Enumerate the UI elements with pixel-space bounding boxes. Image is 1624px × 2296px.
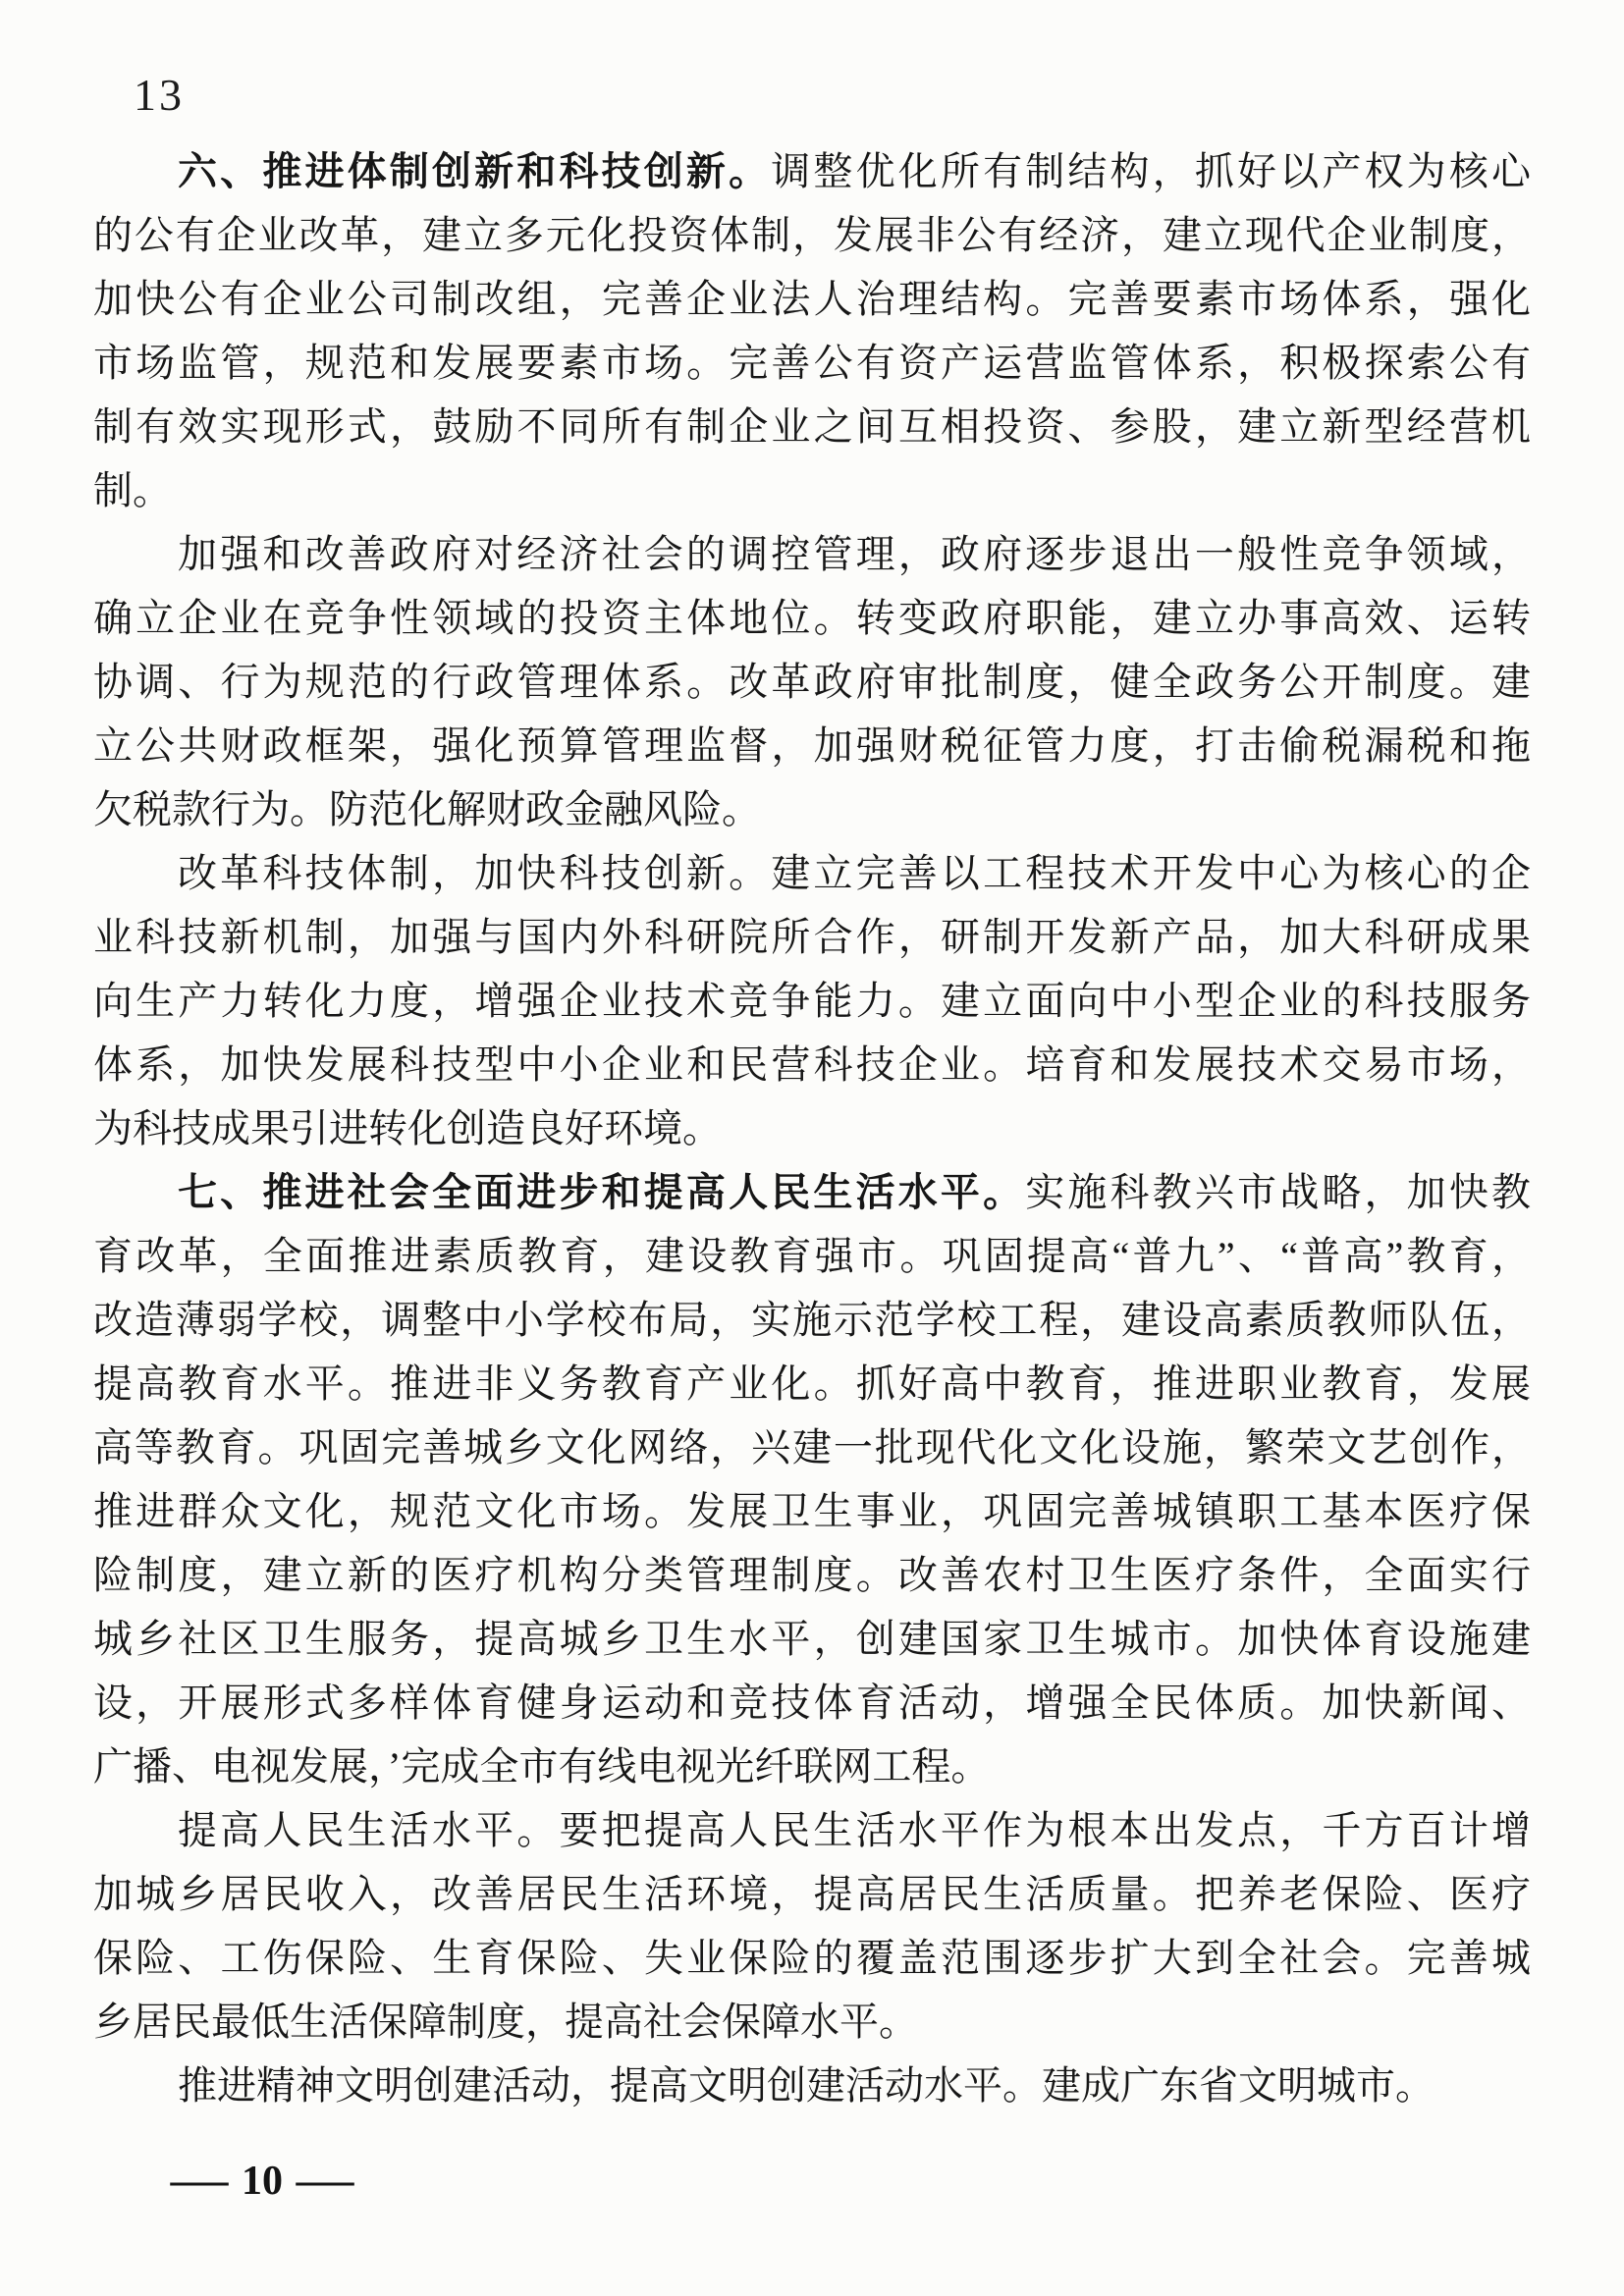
document-body: [93, 139, 1531, 2117]
text-line: 为科技成果引进转化创造良好环境。: [93, 1106, 722, 1150]
text-line: 确立企业在竞争性领域的投资主体地位。转变政府职能，建立办事高效、运转: [93, 596, 1531, 640]
text-line: 保险、工伤保险、生育保险、失业保险的覆盖范围逐步扩大到全社会。完善城: [93, 1936, 1531, 1980]
text-line: 高等教育。巩固完善城乡文化网络，兴建一批现代化文化设施，繁荣文艺创作，: [93, 1425, 1531, 1469]
text-line: 制有效实现形式，鼓励不同所有制企业之间互相投资、参股，建立新型经营机: [93, 404, 1531, 449]
section-heading-6: 六、推进体制创新和科技创新。: [178, 150, 772, 193]
text-run: 实施科教兴市战略，加快教: [1025, 1170, 1532, 1214]
section-heading-7: 七、推进社会全面进步和提高人民生活水平。: [178, 1171, 1026, 1214]
text-line: 协调、行为规范的行政管理体系。改革政府审批制度，健全政务公开制度。建: [93, 660, 1531, 704]
footer-right-dash: —: [296, 2159, 354, 2204]
text-line: 险制度，建立新的医疗机构分类管理制度。改善农村卫生医疗条件，全面实行: [93, 1553, 1531, 1597]
text-line: 业科技新机制，加强与国内外科研院所合作，研制开发新产品，加大科研成果: [93, 915, 1531, 959]
footer-page-number: [170, 2158, 354, 2205]
text-line: [93, 139, 1531, 203]
text-line: 市场监管，规范和发展要素市场。完善公有资产运营监管体系，积极探索公有: [93, 341, 1531, 385]
text-line: 提高教育水平。推进非义务教育产业化。抓好高中教育，推进职业教育，发展: [93, 1362, 1531, 1406]
text-line: 推进精神文明创建活动，提高文明创建活动水平。建成广东省文明城市。: [178, 2063, 1435, 2108]
text-line: 加强和改善政府对经济社会的调控管理，政府逐步退出一般性竞争领域，: [178, 532, 1531, 576]
text-line: 向生产力转化力度，增强企业技术竞争能力。建立面向中小型企业的科技服务: [93, 979, 1531, 1023]
text-line: 加快公有企业公司制改组，完善企业法人治理结构。完善要素市场体系，强化: [93, 277, 1531, 321]
text-line: 欠税款行为。防范化解财政金融风险。: [93, 787, 761, 831]
text-line: 体系，加快发展科技型中小企业和民营科技企业。培育和发展技术交易市场，: [93, 1042, 1531, 1087]
handwritten-page-number: 13: [134, 70, 185, 120]
text-line: 育改革，全面推进素质教育，建设教育强市。巩固提高“普九”、“普高”教育，: [93, 1234, 1531, 1278]
footer-left-dash: —: [170, 2159, 229, 2204]
text-line: 制。: [93, 468, 172, 512]
text-line: 提高人民生活水平。要把提高人民生活水平作为根本出发点，千方百计增: [178, 1808, 1531, 1852]
footer-number: 10: [242, 2159, 283, 2204]
text-run: 调整优化所有制结构，抓好以产权为核心: [771, 149, 1532, 193]
text-line: 改革科技体制，加快科技创新。建立完善以工程技术开发中心为核心的企: [178, 851, 1531, 895]
text-line: 立公共财政框架，强化预算管理监督，加强财税征管力度，打击偷税漏税和拖: [93, 723, 1531, 768]
text-line: 设，开展形式多样体育健身运动和竞技体育活动，增强全民体质。加快新闻、: [93, 1681, 1531, 1725]
text-line: 加城乡居民收入，改善居民生活环境，提高居民生活质量。把养老保险、医疗: [93, 1872, 1531, 1916]
text-line: 改造薄弱学校，调整中小学校布局，实施示范学校工程，建设高素质教师队伍，: [93, 1298, 1531, 1342]
text-line: 广播、电视发展，’完成全市有线电视光纤联网工程。: [93, 1744, 991, 1789]
text-line: 城乡社区卫生服务，提高城乡卫生水平，创建国家卫生城市。加快体育设施建: [93, 1617, 1531, 1661]
text-line: 推进群众文化，规范文化市场。发展卫生事业，巩固完善城镇职工基本医疗保: [93, 1489, 1531, 1533]
text-line: 的公有企业改革，建立多元化投资体制，发展非公有经济，建立现代企业制度，: [93, 213, 1531, 257]
text-line: 乡居民最低生活保障制度，提高社会保障水平。: [93, 2000, 918, 2044]
text-line: [93, 1160, 1531, 1224]
